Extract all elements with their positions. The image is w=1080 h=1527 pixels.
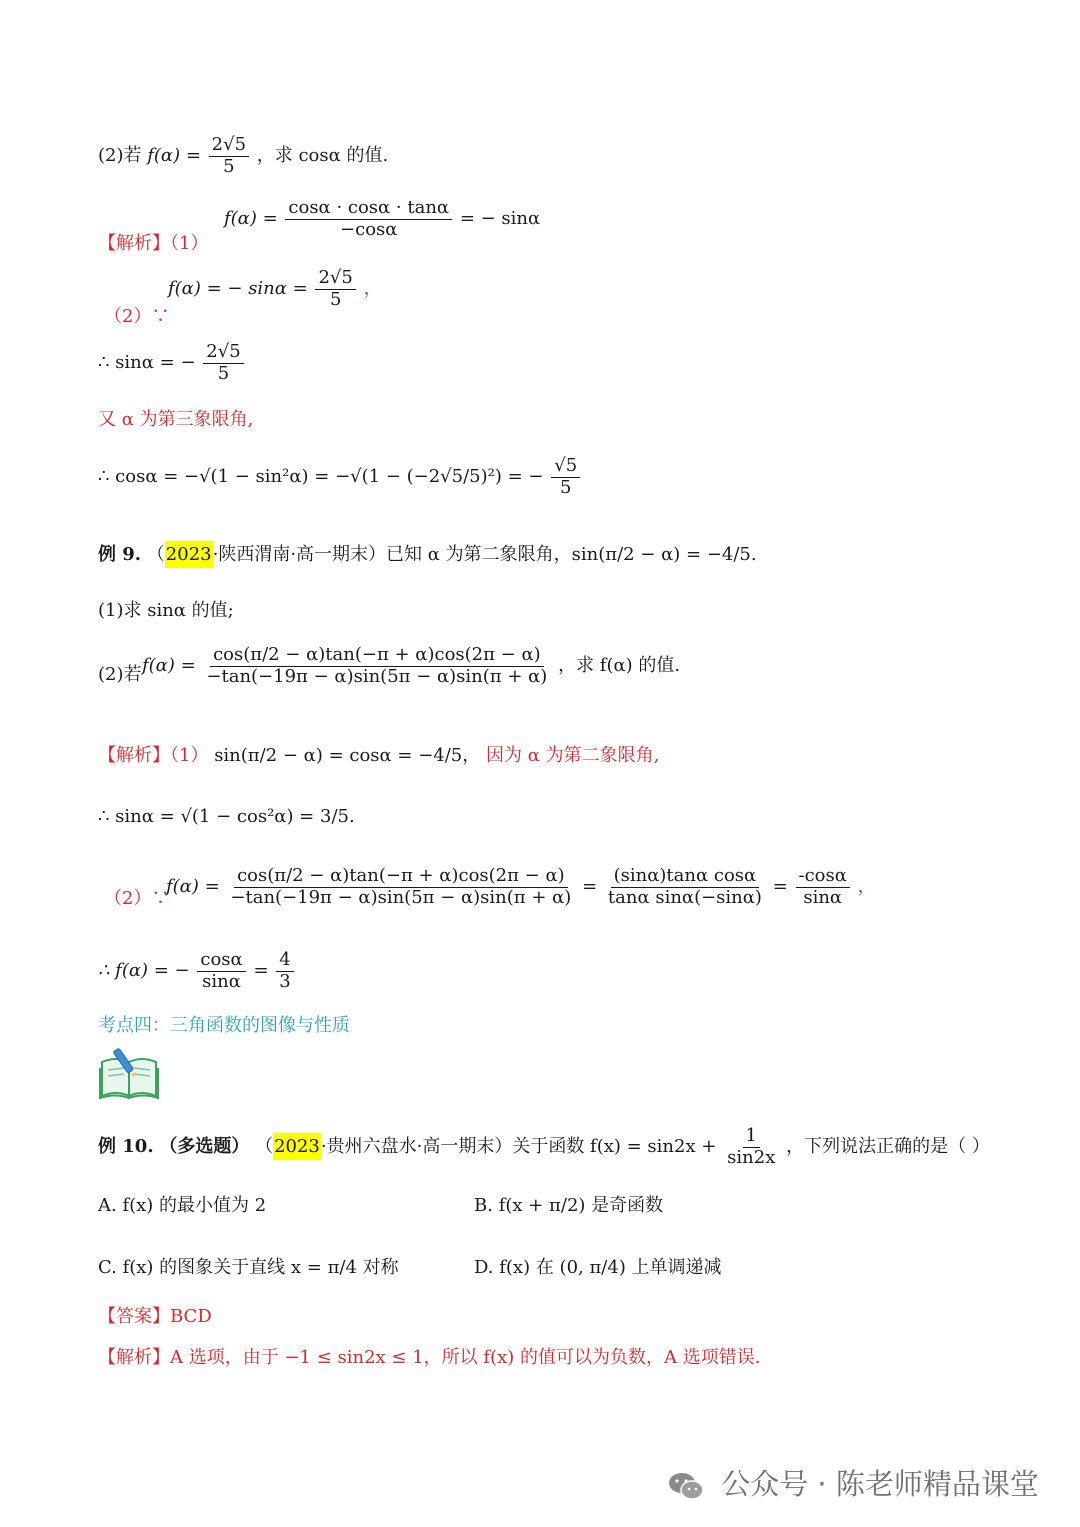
ex10-line [98,1126,990,1168]
sol9-p2-label: （2）∵ [104,888,170,909]
ex9-q2-tail: ，求 f(α) 的值. [558,655,681,677]
sol9-p2-mid-num: (sinα)tanα cosα [611,866,760,888]
ex9-q2 [142,645,680,687]
sol9-p1-tail: 因为 α 为第二象限角, [486,745,660,766]
sol8-f-fraction [285,198,452,240]
watermark [668,1462,1039,1503]
wechat-icon [668,1471,704,1501]
sol8-cos-lhs: ∴ cosα = −√(1 − sin²α) = −√(1 − (−2√5/5)²) = − [98,466,544,488]
sol8-cos-den: 5 [559,476,572,498]
sol9-final-fraction-1 [197,950,245,992]
ex10-tail: ，下列说法正确的是（ ） [786,1136,990,1158]
ex9-q2-prefix: (2)若 [98,664,142,685]
sol8-p2-num: 2√5 [315,268,355,290]
option-a-key: A. [98,1195,117,1216]
ex9-q2-fraction [203,645,550,687]
answer-line: 【答案】BCD [98,1306,212,1327]
sol8-f-lhs: f(α) = [224,208,278,230]
sol9-p2-end-den: sinα [803,886,843,908]
ex10-frac-den: sin2x [727,1146,776,1168]
option-c-text: f(x) 的图象关于直线 x = π/4 对称 [122,1257,399,1278]
sol8-sin-den: 5 [217,362,230,384]
intro-num: 2√5 [209,135,249,157]
intro-fraction [209,135,249,177]
sol9-p2-line: f(α) = $\frac{\cos(\pi/2 - \alpha)\tan(-\pi + \alpha)\cos(2\pi - \alpha)}{-\tan(-19\pi - \alpha)\sin(5\pi - \alpha)\sin(\pi + \alpha)}$ = $\frac{\text{(sinα)tanα cosα}}{\text{tanα sinα(−sinα)}}$ = $\frac{-\cos\alpha}{\sin\alpha}$ ， [166,865,876,908]
option-d-key: D. [474,1257,494,1278]
sol9-p2-mid-den: tanα sinα(−sinα) [607,886,762,908]
sol8-sin-fraction [203,342,243,384]
sol9-final-num2: 4 [276,950,293,972]
sol8-f-line [224,198,540,240]
sol8-f-den: −cosα [340,218,398,240]
option-a [98,1191,266,1217]
analysis-line: 【解析】A 选项，由于 −1 ≤ sin2x ≤ 1，所以 f(x) 的值可以为负数，A 选项错误. [98,1347,761,1368]
sol8-cos-fraction [551,456,580,498]
sol8-p2-den: 5 [329,288,342,310]
ex9-q2-num: cos(π/2 − α)tan(−π + α)cos(2π − α) [210,645,544,667]
sol9-final-num1: cosα [197,950,245,972]
option-d-text: f(x) 在 (0, π/4) 上单调递减 [499,1257,722,1278]
sol8-label: 【解析】（1） [98,233,209,254]
sol9-final-lhs: ∴ f(α) = − [98,960,190,982]
ex10-frac-num: 1 [743,1126,760,1148]
sol9-p2-fraction [227,866,574,908]
sol9-p2-num: cos(π/2 − α)tan(−π + α)cos(2π − α) [234,866,568,888]
sol8-sin-num: 2√5 [203,342,243,364]
option-b [474,1191,663,1217]
ex9-q2-fn: f(α) = [142,655,196,677]
intro-prefix: (2)若 [98,145,142,167]
sol8-p2-tail: ， [363,278,382,300]
sol8-p2-fraction [315,268,355,310]
sol8-f-rhs: = − sinα [459,208,541,230]
intro-part2 [98,135,388,177]
option-d [474,1253,722,1279]
sol8-sin-line [98,342,246,384]
intro-tail: ，求 cosα 的值. [256,145,389,167]
sol9-final-den1: sinα [202,970,241,992]
ex10-source: ·贵州六盘水·高一期末）关于函数 f(x) = sin2x + [320,1136,717,1158]
sol8-f-num: cosα · cosα · tanα [285,198,452,220]
sol9-p2-mid-fraction [605,866,765,908]
sol9-final-line: ∴ f(α) = − $\frac{\cos\alpha}{\sin\alpha}$ = $\frac{4}{3}$ [98,950,296,992]
book-pencil-icon [98,1048,160,1100]
option-c [98,1253,399,1279]
sol8-p2-eq: f(α) = − sinα = [168,278,308,300]
sol8-sin-lhs: ∴ sinα = − [98,352,196,374]
sol8-p2-line [168,268,382,310]
watermark-text: 公众号 · 陈老师精品课堂 [721,1467,1039,1501]
sol9-sin-line: ∴ sinα = √(1 − cos²α) = 3/5. [98,806,355,827]
ex9-source: ·陕西渭南·高一期末）已知 α 为第二象限角，sin(π/2 − α) = −4/5. [212,544,757,565]
ex9-label: 例 9. [98,544,142,565]
ex9-year: 2023 [165,541,213,568]
sol8-quadrant: 又 α 为第三象限角, [98,409,254,430]
option-b-key: B. [474,1195,493,1216]
sol9-final-fraction-2 [276,950,293,992]
sol9-p1 [98,741,659,767]
option-b-text: f(x + π/2) 是奇函数 [498,1195,664,1216]
sol9-p2-den: −tan(−19π − α)sin(5π − α)sin(π + α) [230,886,572,908]
sol9-p2-end-num: -cosα [796,866,850,888]
option-a-text: f(x) 的最小值为 2 [122,1195,267,1216]
intro-fn: f(α) = [147,145,201,167]
ex9-line [98,540,757,566]
sol8-cos-num: √5 [551,456,580,478]
sol9-final-den2: 3 [279,970,291,992]
sol9-p2-comma: ， [857,876,876,898]
ex10-open-paren: （ [255,1136,274,1158]
sol8-p2-label: （2）∵ [104,306,170,327]
sol9-p1-expr: sin(π/2 − α) = cosα = −4/5， [214,745,481,766]
sol8-cos-line [98,456,582,498]
ex10-fraction [724,1126,778,1168]
option-c-key: C. [98,1257,117,1278]
sol9-label: 【解析】（1） [98,745,209,766]
ex10-tag: （多选题） [159,1136,250,1158]
ex9-q2-den: −tan(−19π − α)sin(5π − α)sin(π + α) [206,665,548,687]
intro-den: 5 [223,155,235,177]
sol9-p2-end-fraction [796,866,850,908]
ex10-label: 例 10. [98,1136,154,1158]
section-title: 考点四：三角函数的图像与性质 [98,1015,350,1036]
ex9-q1: (1)求 sinα 的值; [98,600,234,621]
ex9-open-paren: （ [146,544,165,565]
sol9-p2-fn: f(α) = [166,876,220,898]
ex10-year: 2023 [273,1133,321,1160]
